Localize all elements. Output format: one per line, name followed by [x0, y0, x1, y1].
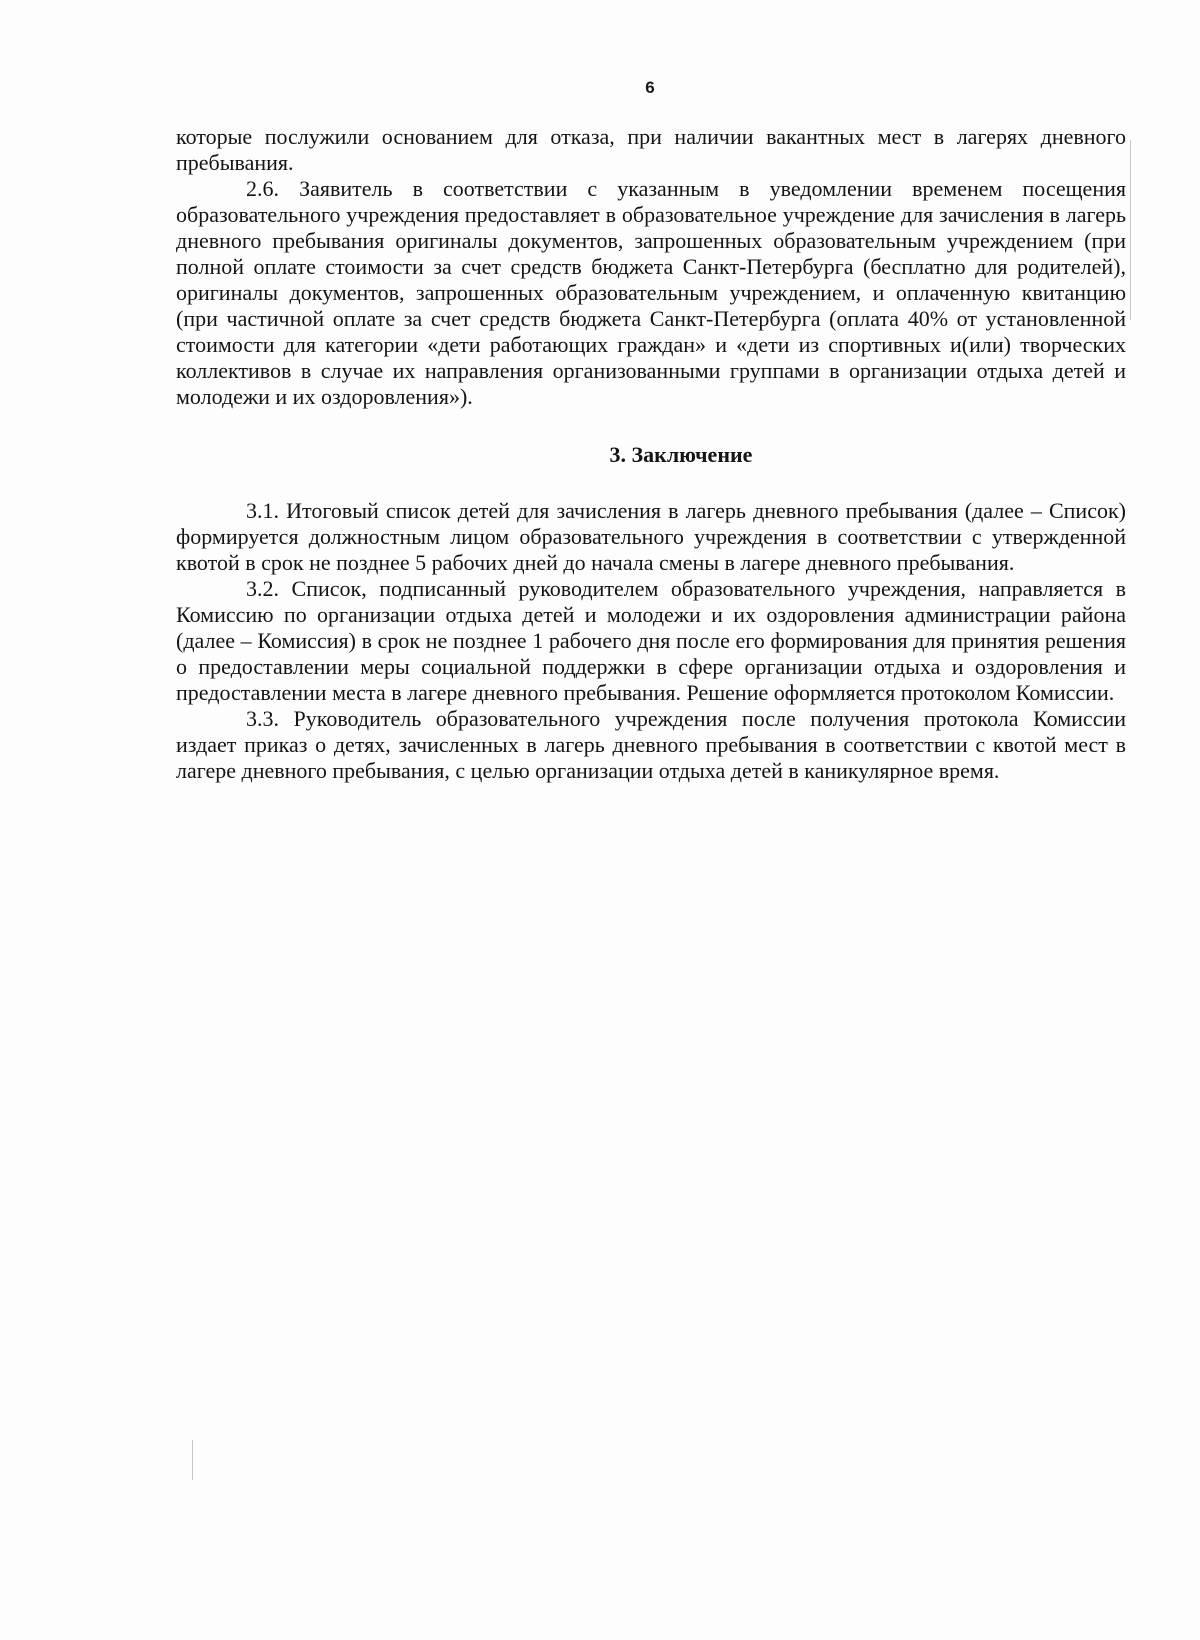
section-heading: 3. Заключение — [609, 442, 753, 467]
paragraph-continuation: которые послужили основанием для отказа, при наличии вакантных мест в лагерях дневного пребывания. — [176, 124, 1126, 175]
paragraph-2-6: 2.6. Заявитель в соответствии с указанным в уведомлении временем посещения образовательного учреждения предоставляет в образовательное учреждение для зачисления в лагерь дневного пребывания оригиналы документов, запрошенных образовательным учреждением (при полной оплате стоимости за счет средств бюджета Санкт-Петербурга (бесплатно для родителей), оригиналы документов, запрошенных образовательным учреждением, и оплаченную квитанцию (при частичной оплате за счет средств бюджета Санкт-Петербурга (оплата 40% от установленной стоимости для категории «дети работающих граждан» и «дети из спортивных и(или) творческих коллективов в случае их направления организованными группами в организации отдыха детей и молодежи и их оздоровления»). — [176, 176, 1126, 409]
scan-speck — [192, 1440, 193, 1480]
scan-speck — [1130, 140, 1131, 320]
document-body — [176, 124, 1126, 784]
paragraph-3-2: 3.2. Список, подписанный руководителем образовательного учреждения, направляется в Комиссию по организации отдыха детей и молодежи и их оздоровления администрации района (далее – Комиссия) в срок не позднее 1 рабочего дня после его формирования для принятия решения о предоставлении меры социальной поддержки в сфере организации отдыха и оздоровления и предоставлении места в лагере дневного пребывания. Решение оформляется протоколом Комиссии. — [176, 576, 1126, 705]
paragraph-3-3: 3.3. Руководитель образовательного учреждения после получения протокола Комиссии издает приказ о детях, зачисленных в лагерь дневного пребывания в соответствии с квотой мест в лагере дневного пребывания, с целью организации отдыха детей в каникулярное время. — [176, 706, 1126, 783]
page-number: 6 — [645, 78, 655, 97]
paragraph-3-1: 3.1. Итоговый список детей для зачисления в лагерь дневного пребывания (далее – Список) формируется должностным лицом образовательного учреждения в соответствии с утвержденной квотой в срок не позднее 5 рабочих дней до начала смены в лагере дневного пребывания. — [176, 498, 1126, 575]
